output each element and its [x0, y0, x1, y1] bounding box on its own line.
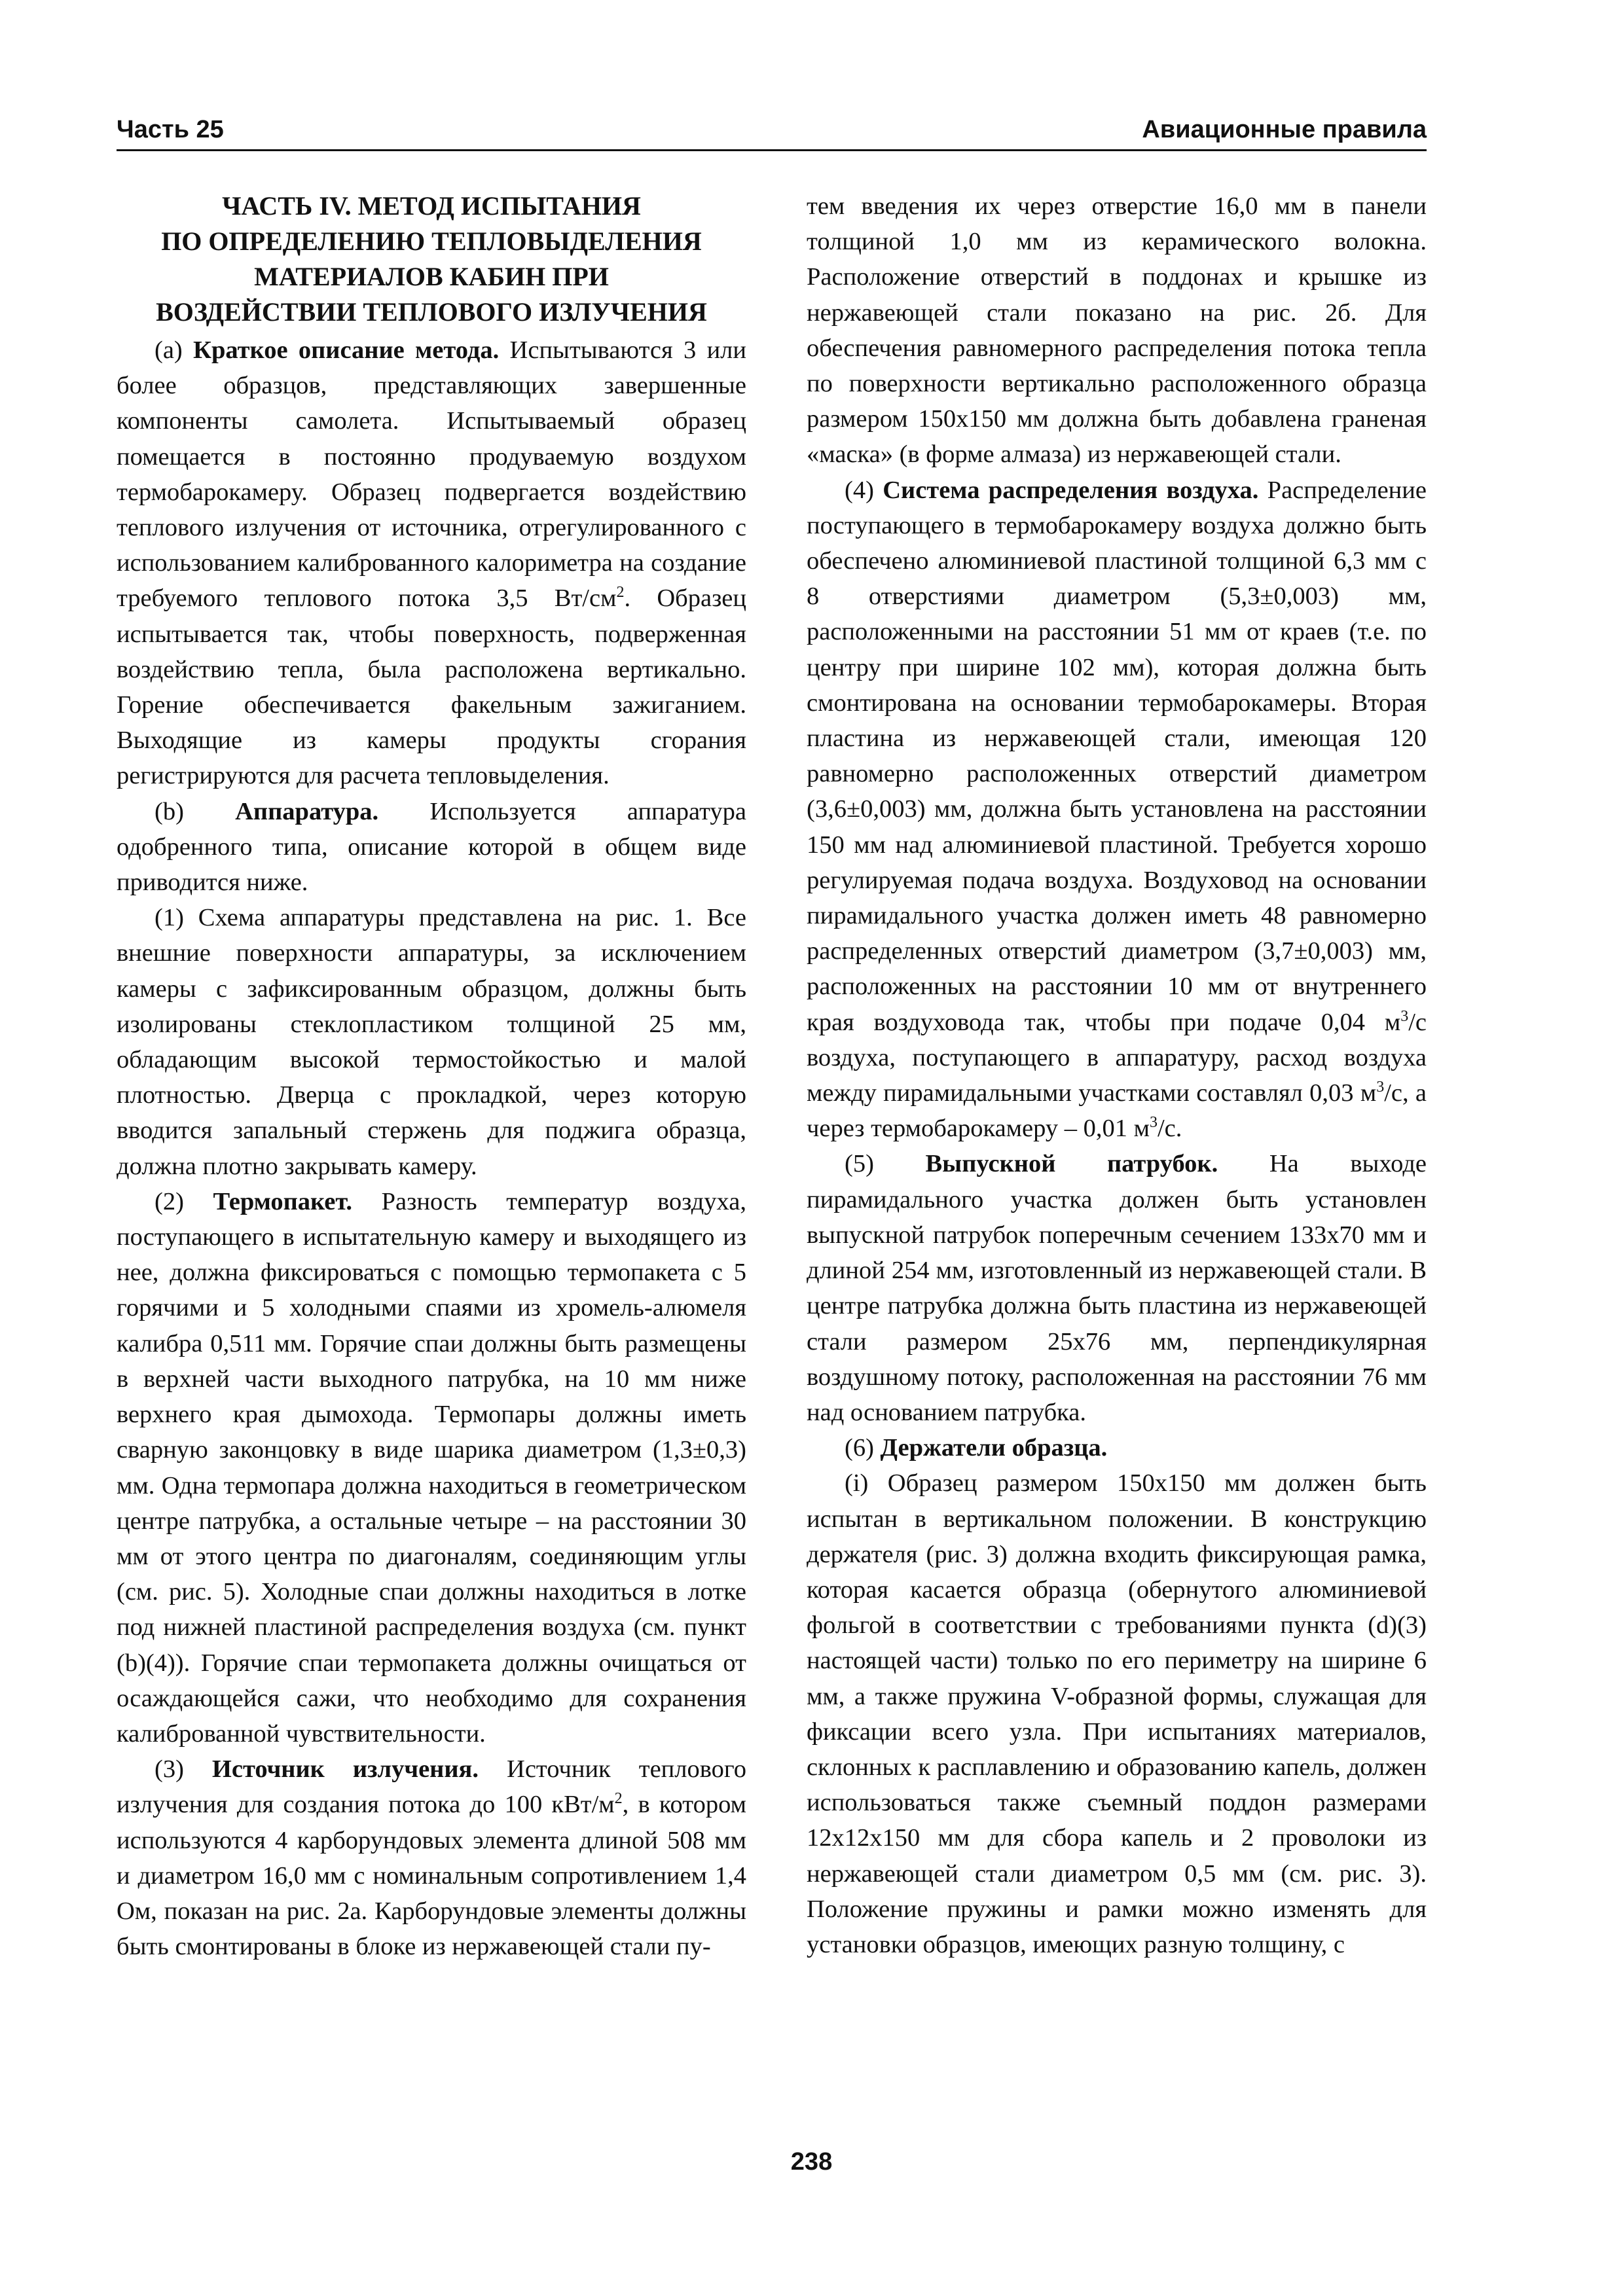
paragraph-heading: Система распределения воздуха.	[883, 476, 1259, 504]
paragraph-heading: Термопакет.	[213, 1187, 353, 1215]
paragraph-b6-i: (i) Образец размером 150х150 мм должен быть испытан в вертикальном положении. В конструкцию держателя (рис. 3) должна входить фиксирующая рамка, которая касается образца (обернутого алюминиевой фольгой в соответствии с требованиями пункта (d)(3) настоящей части) только по его периметру на ширине 6 мм, а также пружина V-образной формы, служащая для фиксации всего узла. При испытаниях материалов, склонных к расплавлению и образованию капель, должен использоваться также съемный поддон размерами 12х12х150 мм для сбора капель и 2 проволоки из нержавеющей стали диаметром 0,5 мм (см. рис. 3). Положение пружины и рамки можно изменять для установки образцов, имеющих разную толщину, с	[807, 1469, 1427, 1958]
paragraph-number: (4)	[845, 476, 883, 504]
paragraph-text: Испытываются 3 или более образцов, представляющих завершенные компоненты самолета. Испытываемый образец помещается в постоянно продуваемую воздухом термобарокамеру. Образец подвергается воздействию теплового излучения от источника, отрегулированного с использованием калиброванного калориметра на создание требуемого теплового потока 3,5 Вт/см	[117, 336, 746, 613]
section-title-line: ПО ОПРЕДЕЛЕНИЮ ТЕПЛОВЫДЕЛЕНИЯ	[161, 226, 702, 256]
paragraph-number: (6)	[845, 1434, 881, 1462]
paragraph-b1: (1) Схема аппаратуры представлена на рис. 1. Все внешние поверхности аппаратуры, за исключением камеры с зафиксированным образцом, должны быть изолированы стеклопластиком толщиной 25 мм, обладающим высокой термостойкостью и малой плотностью. Дверца с прокладкой, через которую вводится запальный стержень для поджига образца, должна плотно закрывать камеру.	[117, 904, 746, 1180]
paragraph-b2	[117, 1184, 746, 1751]
paragraph-text: /с воздуха, поступающего в аппаратуру, расход воздуха между пирамидальными участками составлял 0,03 м	[807, 1008, 1427, 1107]
paragraph-text: . Образец испытывается так, чтобы поверхность, подверженная воздействию тепла, была расположена вертикально. Горение обеспечивается факельным зажиганием. Выходящие из камеры продукты сгорания регистрируются для расчета тепловыделения.	[117, 584, 746, 790]
paragraph-number: (5)	[845, 1150, 926, 1178]
running-header-part: Часть 25	[117, 116, 224, 143]
paragraph-b	[117, 794, 746, 901]
right-column	[807, 188, 1427, 1962]
running-header-title: Авиационные правила	[1142, 116, 1427, 143]
paragraph-text: На выходе пирамидального участка должен быть установлен выпускной патрубок поперечным сечением 133х70 мм и длиной 254 мм, изготовленный из нержавеющей стали. В центре патрубка должна быть пластина из нержавеющей стали размером 25х76 мм, перпендикулярная воздушному потоку, расположенная на расстоянии 76 мм над основанием патрубка.	[807, 1150, 1427, 1426]
paragraph-text: Распределение поступающего в термобарокамеру воздуха должно быть обеспечено алюминиевой пластиной толщиной 6,3 мм с 8 отверстиями диаметром (5,3±0,003) мм, расположенными на расстоянии 51 мм от краев (т.е. по центру при ширине 102 мм), которая должна быть смонтирована на основании термобарокамеры. Вторая пластина из нержавеющей стали, имеющая 120 равномерно расположенных отверстий диаметром (3,6±0,003) мм, должна быть установлена на расстоянии 150 мм над алюминиевой пластиной. Требуется хорошо регулируемая подача воздуха. Воздуховод на основании пирамидального участка должен иметь 48 равномерно распределенных отверстий диаметром (3,7±0,003) мм, расположенных на расстоянии 10 мм от внутреннего края воздуховода так, чтобы при подаче 0,04 м	[807, 476, 1427, 1036]
section-title-line: ВОЗДЕЙСТВИИ ТЕПЛОВОГО ИЗЛУЧЕНИЯ	[156, 297, 707, 327]
paragraph-text: Источник теплового излучения для создания потока до 100 кВт/м	[117, 1755, 746, 1819]
superscript: 2	[616, 584, 625, 601]
paragraph-text: /с.	[1157, 1115, 1182, 1143]
left-column	[117, 188, 746, 1964]
paragraph-number: (2)	[155, 1187, 213, 1215]
paragraph-b6	[807, 1430, 1427, 1465]
paragraph-heading: Выпускной патрубок.	[925, 1150, 1218, 1178]
superscript: 2	[614, 1790, 623, 1808]
superscript: 3	[1376, 1079, 1385, 1096]
page-number: 238	[790, 2148, 833, 2176]
paragraph-b3-continued: тем введения их через отверстие 16,0 мм в панели толщиной 1,0 мм из керамического волокна. Расположение отверстий в поддонах и крышке из нержавеющей стали показано на рис. 2б. Для обеспечения равномерного распределения потока тепла по поверхности вертикально расположенного образца размером 150х150 мм должна быть добавлена граненая «маска» (в форме алмаза) из нержавеющей стали.	[807, 192, 1427, 469]
paragraph-heading: Аппаратура.	[235, 797, 379, 825]
section-title	[117, 188, 746, 330]
paragraph-number: (a)	[155, 336, 194, 364]
paragraph-text: Разность температур воздуха, поступающего в испытательную камеру и выходящего из нее, должна фиксироваться с помощью термопакета с 5 горячими и 5 холодными спаями из хромель-алюмеля калибра 0,511 мм. Горячие спаи должны быть размещены в верхней части выходного патрубка, на 10 мм ниже верхнего края дымохода. Термопары должны иметь сварную законцовку в виде шарика диаметром (1,3±0,3) мм. Одна термопара должна находиться в геометрическом центре патрубка, а остальные четыре – на расстоянии 30 мм от этого центра по диагоналям, соединяющим углы (см. рис. 5). Холодные спаи должны находиться в лотке под нижней пластиной распределения воздуха (см. пункт (b)(4)). Горячие спаи термопакета должны очищаться от осаждающейся сажи, что необходимо для сохранения калиброванной чувствительности.	[117, 1187, 746, 1748]
paragraph-number: (3)	[155, 1755, 212, 1784]
paragraph-heading: Держатели образца.	[880, 1434, 1108, 1462]
paragraph-text: /с, а через термобарокамеру – 0,01 м	[807, 1079, 1427, 1143]
paragraph-b3	[117, 1751, 746, 1964]
paragraph-heading: Источник излучения.	[211, 1755, 479, 1784]
paragraph-text: , в котором используются 4 карборундовых элемента длиной 508 мм и диаметром 16,0 мм с номинальным сопротивлением 1,4 Ом, показан на рис. 2а. Карборундовые элементы должны быть смонтированы в блоке из нержавеющей стали пу-	[117, 1791, 746, 1961]
header-divider	[117, 149, 1427, 151]
superscript: 3	[1400, 1007, 1409, 1025]
paragraph-text: Используется аппаратура одобренного типа, описание которой в общем виде приводится ниже.	[117, 797, 746, 897]
section-title-line: МАТЕРИАЛОВ КАБИН ПРИ	[254, 262, 609, 291]
paragraph-heading: Краткое описание метода.	[193, 336, 500, 364]
paragraph-number: (b)	[155, 797, 236, 825]
superscript: 3	[1149, 1114, 1158, 1132]
section-title-line: ЧАСТЬ IV. МЕТОД ИСПЫТАНИЯ	[222, 191, 641, 221]
paragraph-b4	[807, 473, 1427, 1147]
paragraph-a	[117, 332, 746, 794]
paragraph-b5	[807, 1146, 1427, 1430]
